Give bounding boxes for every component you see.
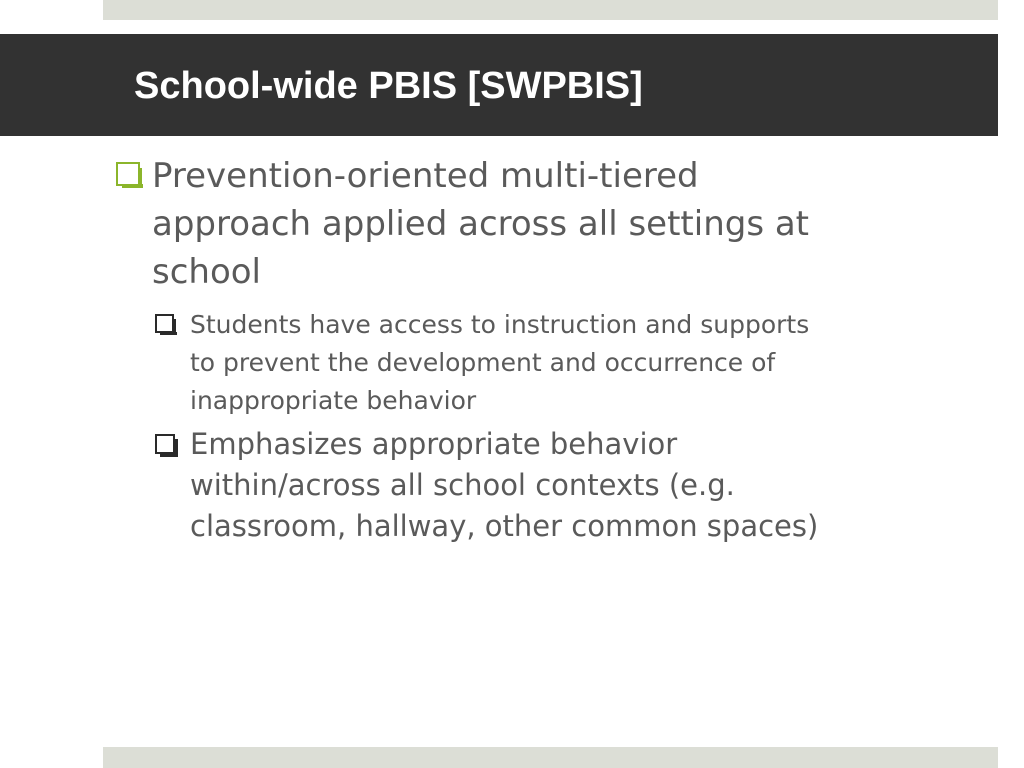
bullet-line: to prevent the development and occurrence of [190, 348, 776, 377]
bullet-line: within/across all school contexts (e.g. [190, 468, 735, 502]
bullet-line: Prevention-oriented multi-tiered [152, 156, 699, 196]
top-decorative-band [103, 0, 998, 20]
bullet-line: classroom, hallway, other common spaces) [190, 509, 819, 543]
bullet-line: approach applied across all settings at [152, 204, 810, 244]
checkbox-square-icon [155, 314, 174, 333]
bottom-decorative-band [103, 747, 998, 768]
bullet-level-2-emphasizes [190, 424, 950, 547]
checkbox-square-icon [116, 162, 140, 186]
checkbox-square-icon [155, 434, 175, 454]
bullet-level-2-access [190, 306, 950, 420]
bullet-level-1 [152, 152, 912, 296]
bullet-line: school [152, 252, 262, 292]
bullet-line: Students have access to instruction and supports [190, 310, 810, 339]
slide-title: School-wide PBIS [SWPBIS] [134, 65, 643, 107]
bullet-line: inappropriate behavior [190, 386, 477, 415]
bullet-line: Emphasizes appropriate behavior [190, 427, 678, 461]
